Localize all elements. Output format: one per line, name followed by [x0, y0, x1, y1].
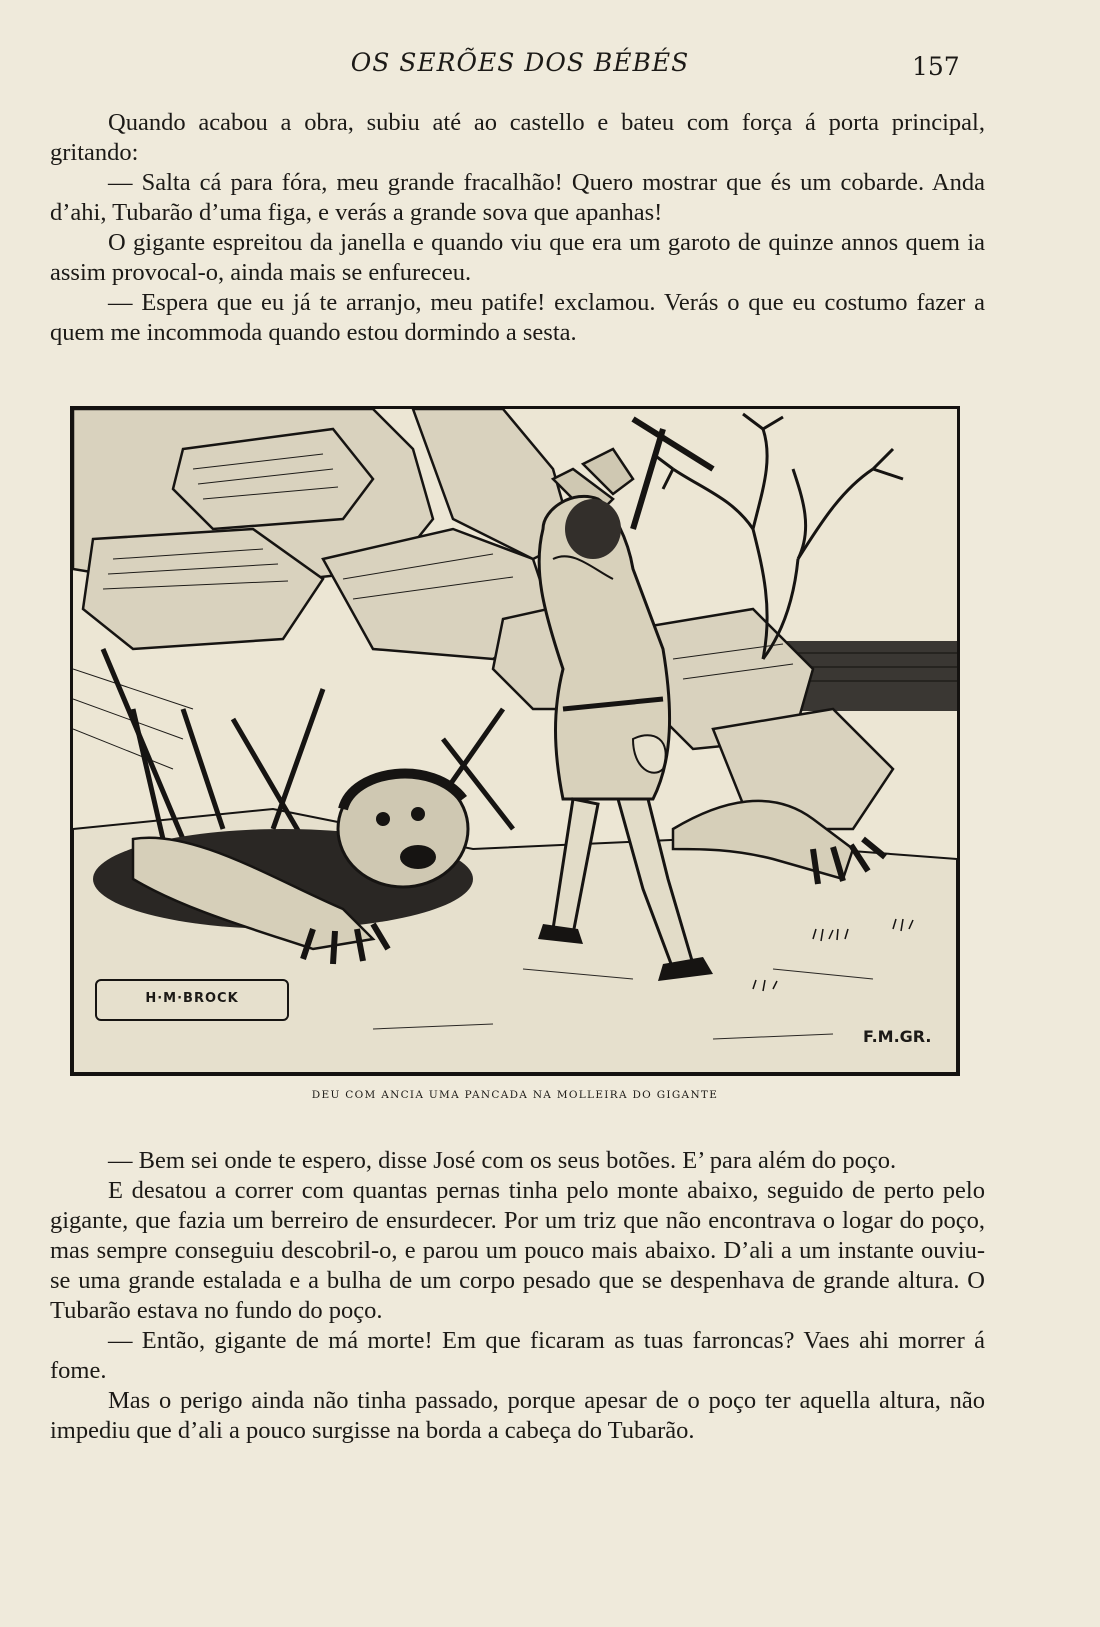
paragraph: — Salta cá para fóra, meu grande fracalhão! Quero mostrar que és um cobarde. Anda d’ahi, Tubarão d’uma figa, e verás a grande sova que apanhas!	[50, 169, 985, 226]
bottom-text-block	[50, 1146, 985, 1446]
paragraph: O gigante espreitou da janella e quando viu que era um garoto de quinze annos quem ia assim provocal-o, ainda mais se enfureceu.	[50, 229, 985, 286]
paragraph: — Espera que eu já te arranjo, meu patife! exclamou. Verás o que eu costumo fazer a quem me incommoda quando estou dormindo a sesta.	[50, 289, 985, 346]
paragraph: E desatou a correr com quantas pernas tinha pelo monte abaixo, seguido de perto pelo gigante, que fazia um berreiro de ensurdecer. Por um triz que não encontrava o logar do poço, mas sempre conseguiu descobril-o, e parou um pouco mais abaixo. D’ali a um instante ouviu-se uma grande estalada e a bulha de um corpo pesado que se despenhava de grande altura. O Tubarão estava no fundo do poço.	[50, 1177, 985, 1324]
illustration-caption: DEU COM ANCIA UMA PANCADA NA MOLLEIRA DO GIGANTE	[311, 1089, 719, 1101]
paragraph: — Bem sei onde te espero, disse José com os seus botões. E’ para além do poço.	[108, 1147, 897, 1174]
running-title: OS SERÕES DOS BÉBÉS	[350, 48, 690, 77]
illustration-drawing	[73, 409, 957, 1073]
artist-signature-scroll: H·M·BROCK	[95, 979, 289, 1021]
illustration	[70, 406, 960, 1076]
engraver-monogram: F.M.GR.	[863, 1027, 932, 1046]
paragraph: Mas o perigo ainda não tinha passado, porque apesar de o poço ter aquella altura, não impediu que d’ali a pouco surgisse na borda a cabeça do Tubarão.	[50, 1387, 985, 1444]
top-text-block	[50, 108, 985, 348]
paragraph: — Então, gigante de má morte! Em que ficaram as tuas farroncas? Vaes ahi morrer á fome.	[50, 1327, 985, 1384]
running-head	[0, 48, 1100, 88]
page-number: 157	[912, 52, 960, 81]
paragraph: Quando acabou a obra, subiu até ao castello e bateu com força á porta principal, gritando:	[50, 109, 985, 166]
